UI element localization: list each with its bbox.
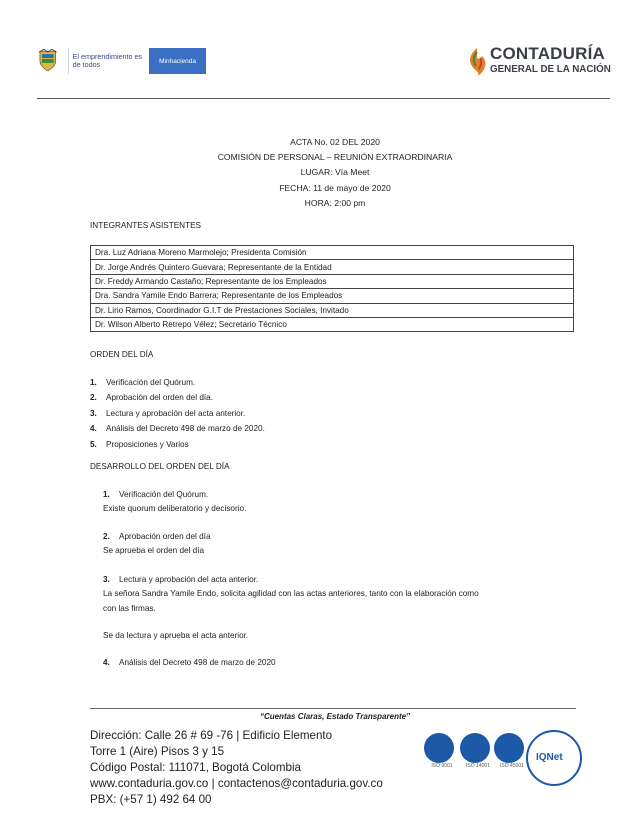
attendee-cell: Dr. Jorge Andrés Quintero Guevara; Representante de la Entidad [91, 260, 574, 274]
certification-badge-icon [460, 733, 490, 763]
dev-body: La señora Sandra Yamile Endo, solicita agilidad con las actas anteriores, tanto con la elaboración como [103, 589, 479, 599]
dev-number: 3. [103, 575, 110, 584]
dev-item-1 [103, 488, 246, 517]
acta-place: LUGAR: Vía Meet [300, 167, 370, 178]
footer-slogan: “Cuentas Claras, Estado Transparente” [259, 712, 411, 721]
table-row [91, 274, 574, 288]
attendee-cell: Dra. Luz Adriana Moreno Marmolejo; Presidenta Comisión [91, 246, 574, 260]
attendee-cell: Dr. Freddy Armando Castaño; Representante de los Empleados [91, 274, 574, 288]
footer-address: Dirección: Calle 26 # 69 -76 | Edificio Elemento [90, 729, 333, 742]
cert-iso9001 [424, 733, 460, 769]
acta-date: FECHA: 11 de mayo de 2020 [279, 182, 391, 193]
acta-time: HORA: 2:00 pm [304, 197, 366, 208]
table-row [91, 246, 574, 260]
list-item [90, 406, 265, 421]
table-row [91, 317, 574, 331]
footer-divider [90, 708, 576, 709]
attendee-cell: Dra. Sandra Yamile Endo Barrera; Representante de los Empleados [91, 289, 574, 303]
list-number: 2. [90, 393, 97, 403]
dev-number: 1. [103, 490, 110, 499]
table-row [91, 303, 574, 317]
dev-body: con las firmas. [103, 603, 156, 613]
dev-body: Existe quorum deliberatorio y decisorio. [103, 504, 247, 514]
list-text: Aprobación del orden del día. [106, 393, 213, 403]
iqnet-label: IQNet [536, 752, 563, 763]
dev-item-2 [103, 530, 211, 559]
development-heading: DESARROLLO DEL ORDEN DEL DÍA [90, 462, 230, 471]
attendee-cell: Dr. Lirio Ramos, Coordinador G.I.T de Prestaciones Sociales, Invitado [91, 303, 574, 317]
cert-label: ISO 14001 [466, 763, 490, 769]
cgn-flame-icon [464, 46, 490, 78]
gov-logo [38, 46, 206, 76]
list-item [90, 437, 265, 452]
dev-title: Aprobación orden del día [119, 532, 211, 541]
footer-phone: PBX: (+57 1) 492 64 00 [90, 793, 212, 806]
iqnet-badge-icon [526, 730, 582, 786]
header-divider [37, 98, 610, 99]
dev-body: Se aprueba el orden del día [103, 546, 205, 556]
agenda-list [90, 375, 265, 452]
dev-item-3 [103, 573, 479, 616]
cert-label: ISO 45001 [500, 763, 524, 769]
acta-title-block [0, 135, 638, 211]
list-item [90, 375, 265, 390]
list-number: 4. [90, 424, 97, 434]
certification-badge-icon [494, 733, 524, 763]
cert-label: ISO 9001 [431, 763, 453, 769]
cgn-subtitle: GENERAL DE LA NACIÓN [490, 64, 611, 75]
dev-item-4 [103, 656, 276, 670]
agenda-heading: ORDEN DEL DÍA [90, 350, 154, 359]
minhacienda-badge: Minhacienda [149, 48, 206, 74]
attendees-heading: INTEGRANTES ASISTENTES [90, 221, 202, 230]
attendees-table [90, 245, 574, 332]
footer-web[interactable]: www.contaduria.gov.co | contactenos@contaduria.gov.co [90, 777, 383, 790]
footer-address-block [90, 728, 383, 808]
cgn-title: CONTADURÍA [490, 44, 606, 63]
dev-title: Análisis del Decreto 498 de marzo de 2020 [119, 658, 276, 667]
gov-slogan: El emprendimiento es de todos [72, 52, 143, 69]
colombia-shield-icon [38, 49, 58, 73]
table-row [91, 260, 574, 274]
dev-number: 2. [103, 532, 110, 541]
list-item [90, 421, 265, 436]
logo-divider [68, 48, 69, 74]
list-number: 5. [90, 439, 97, 449]
list-number: 3. [90, 408, 97, 418]
acta-number: ACTA No. 02 DEL 2020 [290, 137, 380, 147]
dev-title: Verificación del Quórum. [119, 490, 209, 499]
dev-title: Lectura y aprobación del acta anterior. [119, 575, 259, 584]
table-row [91, 289, 574, 303]
list-text: Lectura y aprobación del acta anterior. [106, 408, 246, 418]
list-number: 1. [90, 378, 97, 387]
acta-commission: COMISIÓN DE PERSONAL – REUNIÓN EXTRAORDINARIA [217, 152, 453, 163]
cert-iso45001 [494, 733, 530, 769]
list-text: Análisis del Decreto 498 de marzo de 2020. [106, 424, 265, 434]
dev-number: 4. [103, 658, 110, 667]
footer-postal: Código Postal: 111071, Bogotá Colombia [90, 761, 301, 774]
list-text: Verificación del Quórum. [106, 378, 196, 387]
certification-badge-icon [424, 733, 454, 763]
list-item [90, 390, 265, 405]
cert-iso14001 [460, 733, 496, 769]
list-text: Proposiciones y Varios [106, 439, 189, 449]
attendee-cell: Dr. Wilson Alberto Retrepo Vélez; Secretario Técnico [91, 317, 574, 331]
footer-tower: Torre 1 (Aire) Pisos 3 y 15 [90, 745, 225, 758]
dev-body-extra: Se da lectura y aprueba el acta anterior. [103, 631, 249, 640]
